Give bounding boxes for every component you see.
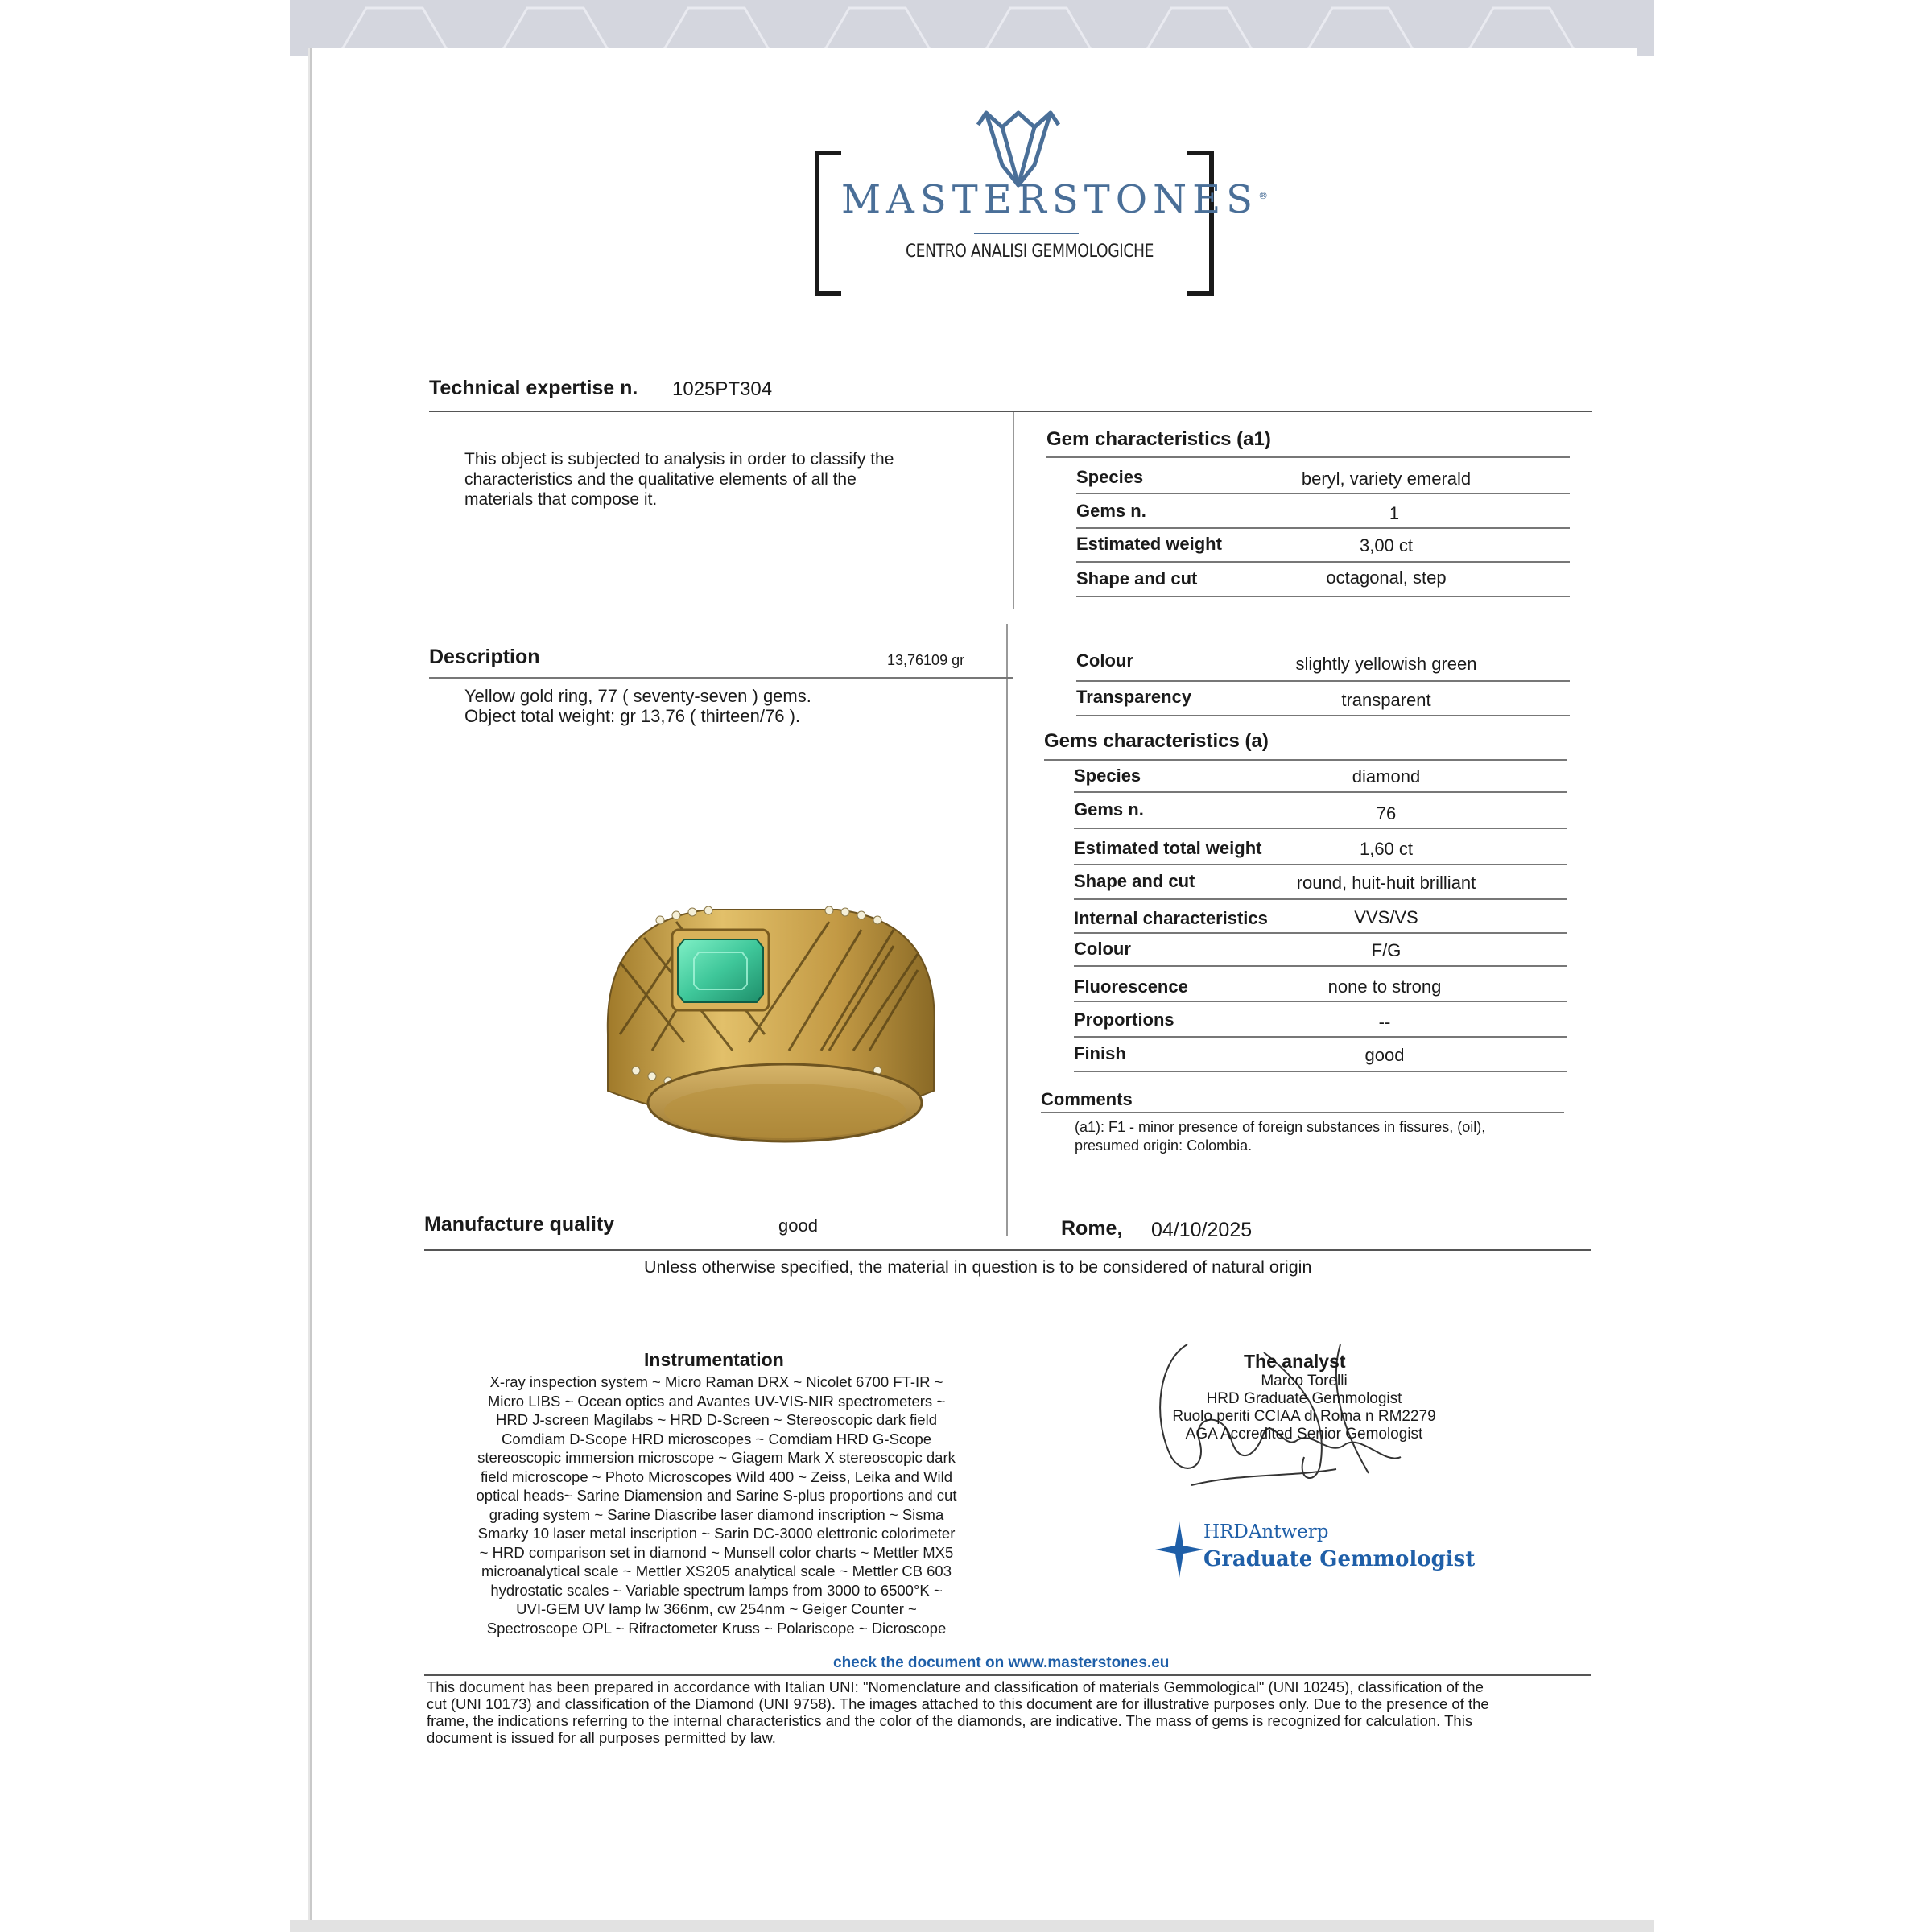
row-rule [1076,715,1570,716]
natural-origin-note: Unless otherwise specified, the material in question is to be considered of natural origin [644,1257,1312,1277]
gems-a-value: 1,60 ct [1359,839,1414,859]
scan-bottom-band [290,1920,1654,1932]
instrument-line: field microscope ~ Photo Microscopes Wild 400 ~ Zeiss, Leika and Wild [480,1468,953,1485]
description-rule [429,677,1013,679]
gem-a1-label: Colour [1076,650,1133,671]
description-line2: Object total weight: gr 13,76 ( thirteen/76 ). [464,706,801,726]
instrument-line: Comdiam D-Scope HRD microscopes ~ Comdiam HRD G-Scope [501,1430,932,1447]
gems-a-value: VVS/VS [1354,907,1418,927]
gems-a-label: Proportions [1074,1009,1174,1030]
row-rule [1076,561,1570,563]
description-title: Description [429,646,540,668]
gem-a1-title: Gem characteristics (a1) [1046,428,1271,450]
instrumentation-title: Instrumentation [644,1349,784,1370]
intro-line: This object is subjected to analysis in order to classify the [464,450,894,469]
analyst-title: The analyst [1244,1351,1346,1372]
instrument-line: X-ray inspection system ~ Micro Raman DRX ~ Nicolet 6700 FT-IR ~ [489,1373,943,1390]
gem-a1-value: beryl, variety emerald [1301,469,1472,489]
disclaimer-line: This document has been prepared in accordance with Italian UNI: "Nomenclature and classification of materials Gemmological" (UNI 10245), classification of the [427,1678,1484,1695]
instrument-line: ~ HRD comparison set in diamond ~ Munsell color charts ~ Mettler MX5 [479,1543,954,1561]
registered-mark: ® [1258,190,1269,201]
description-weight: 13,76109 gr [887,652,965,668]
instrument-line: Micro LIBS ~ Ocean optics and Avantes UV-VIS-NIR spectrometers ~ [487,1392,946,1410]
gems-a-value: -- [1378,1012,1391,1032]
row-rule [1076,527,1570,529]
row-rule [1074,1071,1567,1072]
manufacture-label: Manufacture quality [424,1213,615,1236]
instrument-line: Smarky 10 laser metal inscription ~ Sarin DC-3000 elettronic colorimeter [477,1525,956,1542]
row-rule [1074,828,1567,829]
row-rule [1074,965,1567,967]
hrd-name: HRDAntwerp [1203,1521,1329,1542]
expertise-number: 1025PT304 [672,378,773,400]
gems-a-label: Estimated total weight [1074,838,1262,858]
instrument-line: grading system ~ Sarine Diascribe laser diamond inscription ~ Sisma [489,1505,944,1523]
gem-a1-label: Transparency [1076,687,1192,707]
intro-line: characteristics and the qualitative elements of all the [464,470,857,489]
gem-a1-value: 1 [1389,503,1400,523]
left-bracket [817,153,841,294]
instrumentation-list [447,1373,986,1637]
gem-a1-value: transparent [1341,690,1431,710]
gem-a1-value: 3,00 ct [1359,535,1414,555]
date: 04/10/2025 [1151,1219,1253,1241]
hrd-star-icon [1151,1517,1208,1582]
instrument-line: hydrostatic scales ~ Variable spectrum lamps from 3000 to 6500°K ~ [490,1581,943,1599]
instrument-line: stereoscopic immersion microscope ~ Giagem Mark X stereoscopic dark [477,1449,956,1466]
row-rule [1076,680,1570,682]
row-rule [1074,1001,1567,1002]
column-divider-bottom [1006,624,1008,1236]
instrument-line: HRD J-screen Magilabs ~ HRD D-Screen ~ Stereoscopic dark field [495,1411,937,1428]
row-rule [1076,596,1570,597]
gems-a-value: round, huit-huit brilliant [1296,873,1476,893]
gem-a1-label: Shape and cut [1076,568,1198,588]
gem-a1-value: slightly yellowish green [1295,654,1477,674]
gems-a-value: none to strong [1327,976,1442,997]
expertise-label: Technical expertise n. [429,377,638,399]
gems-a-title: Gems characteristics (a) [1044,730,1269,752]
gems-a-rule [1044,759,1567,761]
gems-a-value: 76 [1376,803,1397,824]
instrument-line: UVI-GEM UV lamp lw 366nm, cw 254nm ~ Geiger Counter ~ [516,1600,917,1617]
analyst-line: Ruolo periti CCIAA di Roma n RM2279 [1172,1408,1436,1425]
column-divider-top [1013,412,1014,609]
intro-text [464,449,894,510]
analyst-details [1155,1373,1453,1443]
disclaimer-line: cut (UNI 10173) and classification of the Diamond (UNI 9758). The images attached to this document are for illustrative purposes only. Due to the presence of the [427,1695,1489,1712]
bottom-rule [424,1249,1591,1251]
comments-line1: (a1): F1 - minor presence of foreign substances in fissures, (oil), [1075,1119,1486,1135]
ring-photo [588,890,982,1147]
diamond-icon [978,113,1059,185]
verify-link[interactable]: check the document on www.masterstones.eu [833,1654,1170,1671]
row-rule [1076,493,1570,494]
gems-a-label: Internal characteristics [1074,908,1268,928]
instrument-line: microanalytical scale ~ Mettler XS205 analytical scale ~ Mettler CB 603 [481,1563,952,1579]
place: Rome, [1061,1217,1123,1240]
analyst-line: Marco Torelli [1261,1373,1348,1389]
disclaimer-line: frame, the indications referring to the internal characteristics and the color of the diamonds, are indicative. The mass of gems is recognized for calculation. This [427,1712,1473,1729]
gem-a1-label: Estimated weight [1076,534,1222,554]
gem-a1-label: Gems n. [1076,501,1146,521]
right-bracket [1187,153,1212,294]
gems-a-label: Species [1074,766,1141,786]
manufacture-value: good [778,1216,818,1236]
comments-rule [1041,1112,1564,1113]
brand-name: MASTERSTONES® [841,177,1269,222]
gem-a1-label: Species [1076,467,1144,487]
gems-a-label: Fluorescence [1074,976,1188,997]
row-rule [1074,791,1567,793]
row-rule [1074,864,1567,865]
row-rule [1074,932,1567,934]
instrument-line: Spectroscope OPL ~ Rifractometer Kruss ~ Polariscope ~ Dicroscope [486,1619,947,1637]
gems-a-label: Finish [1074,1043,1126,1063]
gems-a-label: Shape and cut [1074,871,1195,891]
analyst-line: AGA Accredited Senior Gemologist [1185,1426,1423,1443]
row-rule [1074,898,1567,900]
brand-subtitle: CENTRO ANALISI GEMMOLOGICHE [906,242,1154,262]
disclaimer-text [427,1678,1578,1746]
header-rule [429,411,1592,412]
gems-a-value: F/G [1371,940,1402,960]
description-line1: Yellow gold ring, 77 ( seventy-seven ) gems. [464,686,811,706]
instrument-line: optical heads~ Sarine Diamension and Sarine S-plus proportions and cut [476,1487,957,1504]
gems-a-value: good [1364,1045,1405,1065]
gems-a-label: Colour [1074,939,1131,959]
comments-line2: presumed origin: Colombia. [1075,1137,1253,1154]
row-rule [1074,1036,1567,1038]
hrd-title: Graduate Gemmologist [1203,1547,1476,1571]
gems-a-value: diamond [1352,766,1421,786]
gem-a1-rule [1046,456,1570,458]
gems-a-label: Gems n. [1074,799,1144,819]
intro-line: materials that compose it. [464,490,658,509]
gem-a1-value: octagonal, step [1326,568,1447,588]
disclaimer-rule [424,1674,1591,1676]
analyst-line: HRD Graduate Gemmologist [1206,1390,1402,1407]
comments-title: Comments [1041,1089,1133,1109]
disclaimer-line: document is issued for all purposes permitted by law. [427,1729,776,1746]
